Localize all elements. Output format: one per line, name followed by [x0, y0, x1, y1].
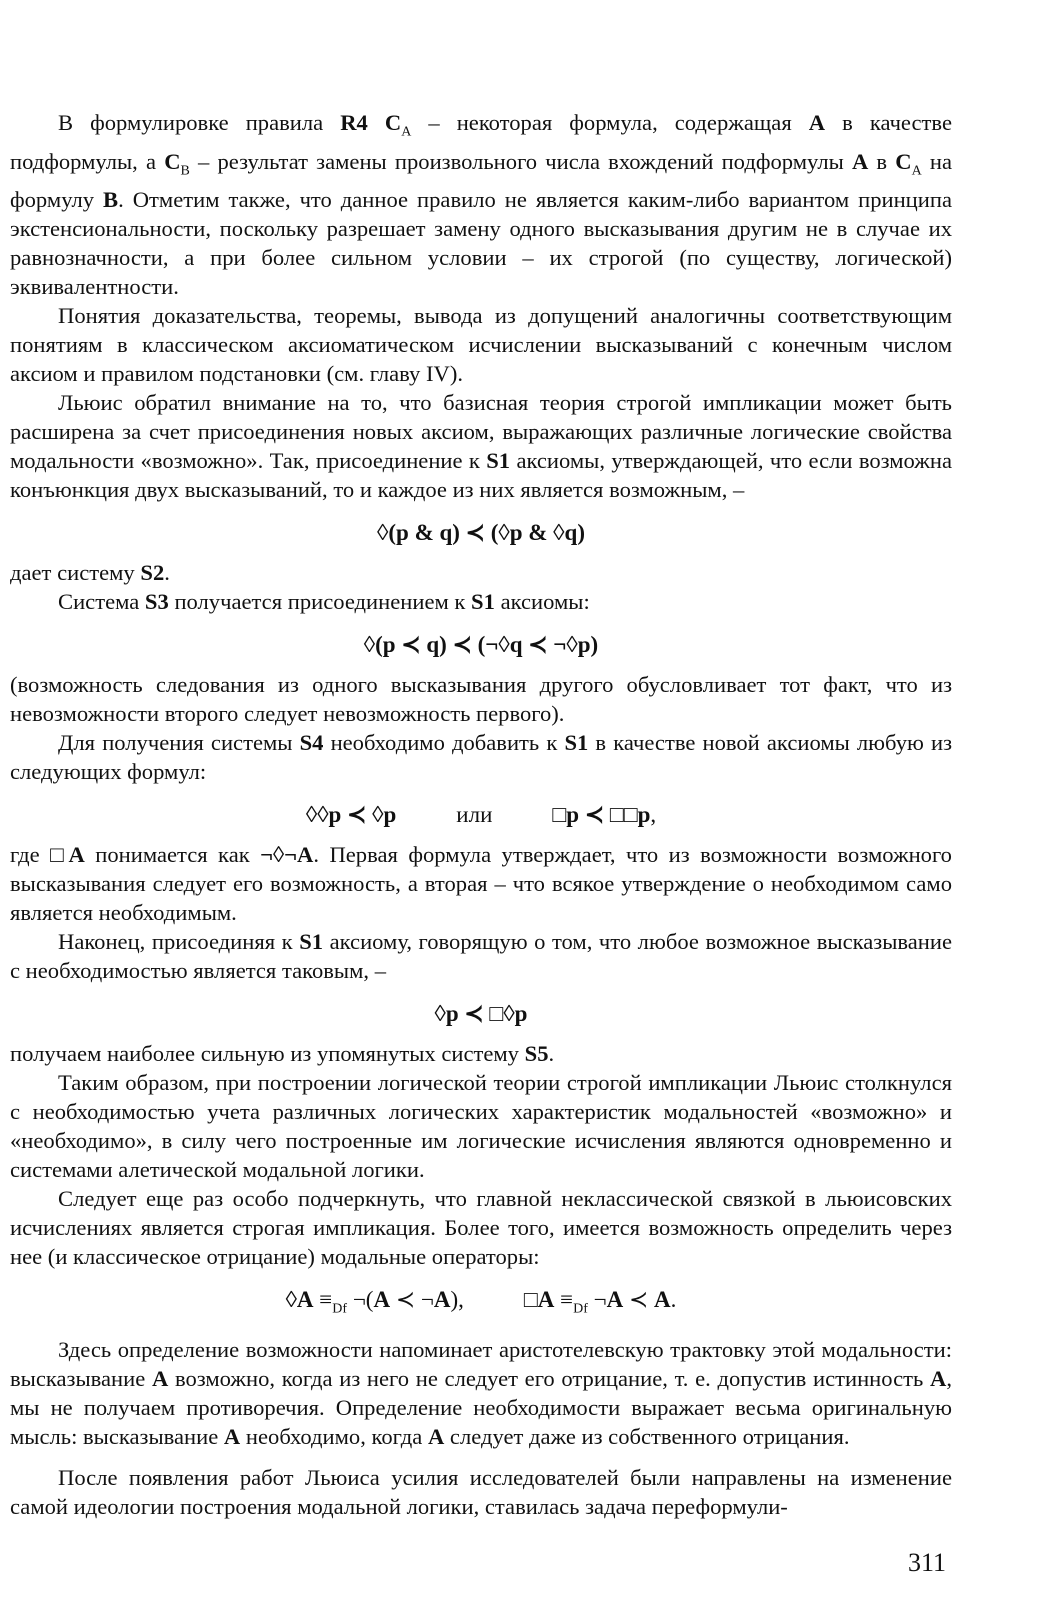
paragraph-10: получаем наиболее сильную из упомянутых систему S5. — [10, 1041, 555, 1067]
formula-modal-definitions: ◊A $\equiv_{Df}$ ¬(A ≺ ¬A), □A $\equiv_{Df}$ ¬A ≺ A. — [285, 1287, 677, 1317]
paragraph-6: (возможность следования из одного высказывания другого обусловливает тот факт, что из невозможности второго следует невозможность первого). — [10, 672, 952, 727]
paragraph-11: Таким образом, при построении логической теории строгой импликации Льюис столкнулся с необходимостью учета различных логических характеристик модальностей «возможно» и «необходимо», в силу чего построенные им логические исчисления являются одновременно и системами алетической модальной логики. — [10, 1070, 952, 1183]
page-body — [10, 108, 952, 1521]
paragraph-4: дает систему S2. — [10, 560, 170, 586]
formula-s4-axioms: ◊◊p ≺ ◊p или □p ≺ □□p, — [305, 802, 657, 828]
formula-s2-axiom: ◊(p & q) ≺ (◊p & ◊q) — [377, 520, 585, 546]
paragraph-3: Льюис обратил внимание на то, что базисная теория строгой импликации может быть расширена за счет присоединения новых аксиом, выражающих различные логические свойства модальности «возможно». Так, присоединение к S1 аксиомы, утверждающей, что если возможна конъюнкция двух высказываний, то и каждое из них является возможным, – — [10, 390, 952, 503]
paragraph-14: После появления работ Льюиса усилия исследователей были направлены на изменение самой идеологии построения модальной логики, ставилась задача переформули- — [10, 1464, 952, 1519]
paragraph-1: В формулировке правила R4 $C_A$ – некоторая формула, содержащая A в качестве подформулы, а $C_B$ – результат замены произвольного числа вхождений подформулы A в $C_A$ на формулу B. Отметим также, что данное правило не является каким-либо вариантом принципа экстенсиональности, поскольку разрешает замену одного высказывания другим не в случае их равнозначности, а при более сильном условии – их строгой (по существу, логической) эквивалентности. — [10, 110, 952, 300]
paragraph-8: где □A понимается как ¬◊¬A. Первая формула утверждает, что из возможности возможного высказывания следует его возможность, а вторая – что всякое утверждение о необходимом само является необходимым. — [10, 842, 952, 926]
paragraph-5: Система S3 получается присоединением к S1 аксиомы: — [58, 589, 590, 615]
formula-s3-axiom: ◊(p ≺ q) ≺ (¬◊q ≺ ¬◊p) — [363, 632, 599, 658]
paragraph-13: Здесь определение возможности напоминает аристотелевскую трактовку этой модальности: высказывание A возможно, когда из него не следует его отрицание, т. е. допустив истинность A, мы не получаем противоречия. Определение необходимости выражает весьма оригинальную мысль: высказывание A необходимо, когда A следует даже из собственного отрицания. — [10, 1336, 953, 1449]
formula-s5-axiom: ◊p ≺ □◊p — [434, 1001, 528, 1027]
paragraph-12: Следует еще раз особо подчеркнуть, что главной неклассической связкой в льюисовских исчислениях является строгая импликация. Более того, имеется возможность определить через нее (и классическое отрицание) модальные операторы: — [10, 1186, 952, 1270]
page-number: 311 — [908, 1548, 947, 1577]
paragraph-9: Наконец, присоединяя к S1 аксиому, говорящую о том, что любое возможное высказывание с необходимостью является таковым, – — [10, 929, 952, 984]
paragraph-2: Понятия доказательства, теоремы, вывода из допущений аналогичны соответствующим понятиям в классическом аксиоматическом исчислении высказываний с конечным числом аксиом и правилом подстановки (см. главу IV). — [10, 303, 952, 387]
paragraph-7: Для получения системы S4 необходимо добавить к S1 в качестве новой аксиомы любую из следующих формул: — [10, 730, 952, 785]
